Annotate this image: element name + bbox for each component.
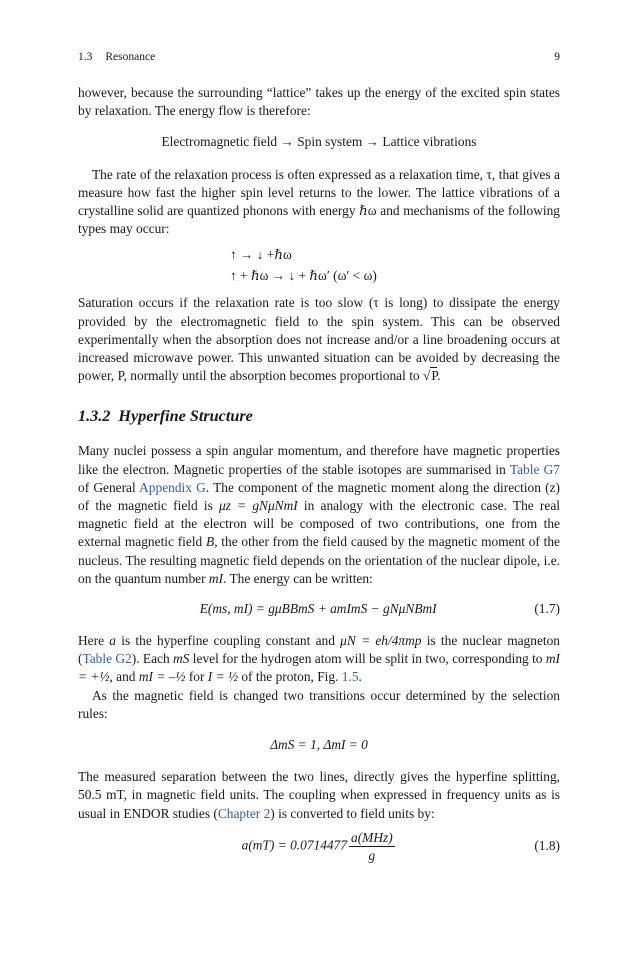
saturation-end: . [437, 368, 441, 384]
paragraph-nuclei [78, 442, 560, 588]
relaxation-processes [78, 244, 560, 286]
saturation-text: Saturation occurs if the relaxation rate is too slow (τ is long) to dissipate the energy provided by the electromagnetic field to the spin system. This can be observed experimentally when the absorption does not increase and/or a line broadening occurs at increased microwave power. This unwanted situation can be avoided by decreasing the power, P, normally until the absorption becomes proportional to [78, 295, 560, 384]
math-mi: mI [208, 570, 224, 586]
page-number: 9 [554, 51, 560, 63]
math-mi-plus: mI = +½ [78, 651, 560, 685]
fraction-numerator: a(MHz) [351, 829, 393, 845]
link-table-g7[interactable]: Table G7 [509, 461, 561, 477]
link-appendix-g[interactable]: Appendix G [139, 479, 206, 495]
text-run: Many nuclei possess a spin angular momentum, and therefore have magnetic properties like the electron. Magnetic properties of the stable isotopes are summarised in [78, 443, 560, 477]
math-mu-z: μz = gNμNmI [218, 498, 298, 514]
link-chapter-2[interactable]: Chapter 2 [217, 805, 271, 821]
page-body [78, 84, 560, 877]
paragraph-transitions: As the magnetic field is changed two transitions occur determined by the selection rules: [78, 687, 560, 721]
text-run: . [358, 669, 362, 685]
equation-1-8-lhs: a(mT) = 0.0714477 [241, 837, 348, 853]
text-run: is the nuclear magneton ( [78, 633, 561, 667]
header-section [78, 51, 155, 63]
text-run: ) is converted to field units by: [270, 805, 435, 821]
text-run: , the other from the field caused by the magnetic moment of the nucleus. The resulting magnetic field depends on the orientation of the nuclear dipole, i.e. on the quantum number [78, 534, 561, 586]
fraction-denominator: g [368, 847, 376, 863]
math-a: a [109, 633, 116, 649]
link-fig-1-5[interactable]: 1.5 [341, 669, 359, 685]
text-run: is the hyperfine coupling constant and [115, 633, 341, 649]
header-section-number: 1.3 [78, 51, 93, 63]
text-run: . The component of the magnetic moment along the direction (z) of the magnetic field is [78, 479, 560, 514]
equation-1-7 [78, 599, 560, 619]
paragraph-saturation [78, 294, 560, 385]
section-title: Hyperfine Structure [118, 407, 253, 426]
equation-1-8-number: (1.8) [534, 838, 560, 854]
process-equation-1: ↑ → ↓ +ℏω [230, 247, 292, 263]
math-i-half: I = ½ [207, 669, 239, 685]
math-mu-n: μN = eh/4πmp [340, 633, 422, 649]
math-ms: mS [173, 651, 190, 667]
header-section-title: Resonance [105, 51, 156, 63]
text-run: Here [78, 633, 110, 649]
sqrt-argument: P [431, 368, 438, 384]
text-run: The measured separation between the two lines, directly gives the hyperfine splitting, 50.5 mT, in magnetic field units. The coupling when expressed in frequency units as is usual in ENDOR studies ( [78, 769, 560, 821]
equation-1-8 [78, 829, 560, 864]
math-mi-minus: mI = –½ [138, 669, 186, 685]
sqrt-p [423, 367, 437, 383]
text-run: ). Each [131, 651, 174, 667]
text-run: of the proton, Fig. [238, 669, 342, 685]
paragraph-relaxation: The rate of the relaxation process is often expressed as a relaxation time, τ, that gives a measure how fast the higher spin level returns to the lower. The lattice vibrations of a crystalline solid are quantized phonons with energy ℏω and mechanisms of the following types may occur: [78, 166, 560, 237]
text-run: in analogy with the electronic case. The real magnetic field at the electron will be composed of two contributions, one from the external magnetic field [78, 498, 560, 550]
text-run: level for the hydrogen atom will be split in two, corresponding to [189, 651, 546, 667]
energy-flow-line: Electromagnetic field → Spin system → Lattice vibrations [161, 134, 477, 150]
text-run: for [185, 669, 208, 685]
section-heading [78, 406, 560, 426]
paragraph-lattice: however, because the surrounding “lattice” takes up the energy of the excited spin states by relaxation. The energy flow is therefore: [78, 85, 560, 119]
text-run: . The energy can be written: [223, 570, 373, 586]
process-equation-2: ↑ + ℏω → ↓ + ℏω′ (ω′ < ω) [230, 268, 377, 284]
paragraph-separation [78, 768, 560, 823]
running-header [78, 51, 560, 63]
equation-1-7-expression: E(ms, mI) = gμBBmS + amImS − gNμNBmI [199, 601, 437, 617]
text-run: of General [78, 479, 140, 495]
selection-rules-expression: ΔmS = 1, ΔmI = 0 [270, 737, 368, 753]
equation-1-8-fraction [349, 829, 395, 864]
equation-1-8-expression [78, 829, 534, 864]
paragraph-hyperfine-constant [78, 632, 560, 687]
section-number: 1.3.2 [78, 407, 111, 426]
math-b: B [206, 534, 215, 550]
selection-rules [78, 736, 560, 754]
sqrt-symbol: √ [422, 368, 431, 384]
link-table-g2[interactable]: Table G2 [82, 651, 132, 667]
text-run: , and [109, 669, 139, 685]
equation-1-7-number: (1.7) [534, 601, 560, 617]
